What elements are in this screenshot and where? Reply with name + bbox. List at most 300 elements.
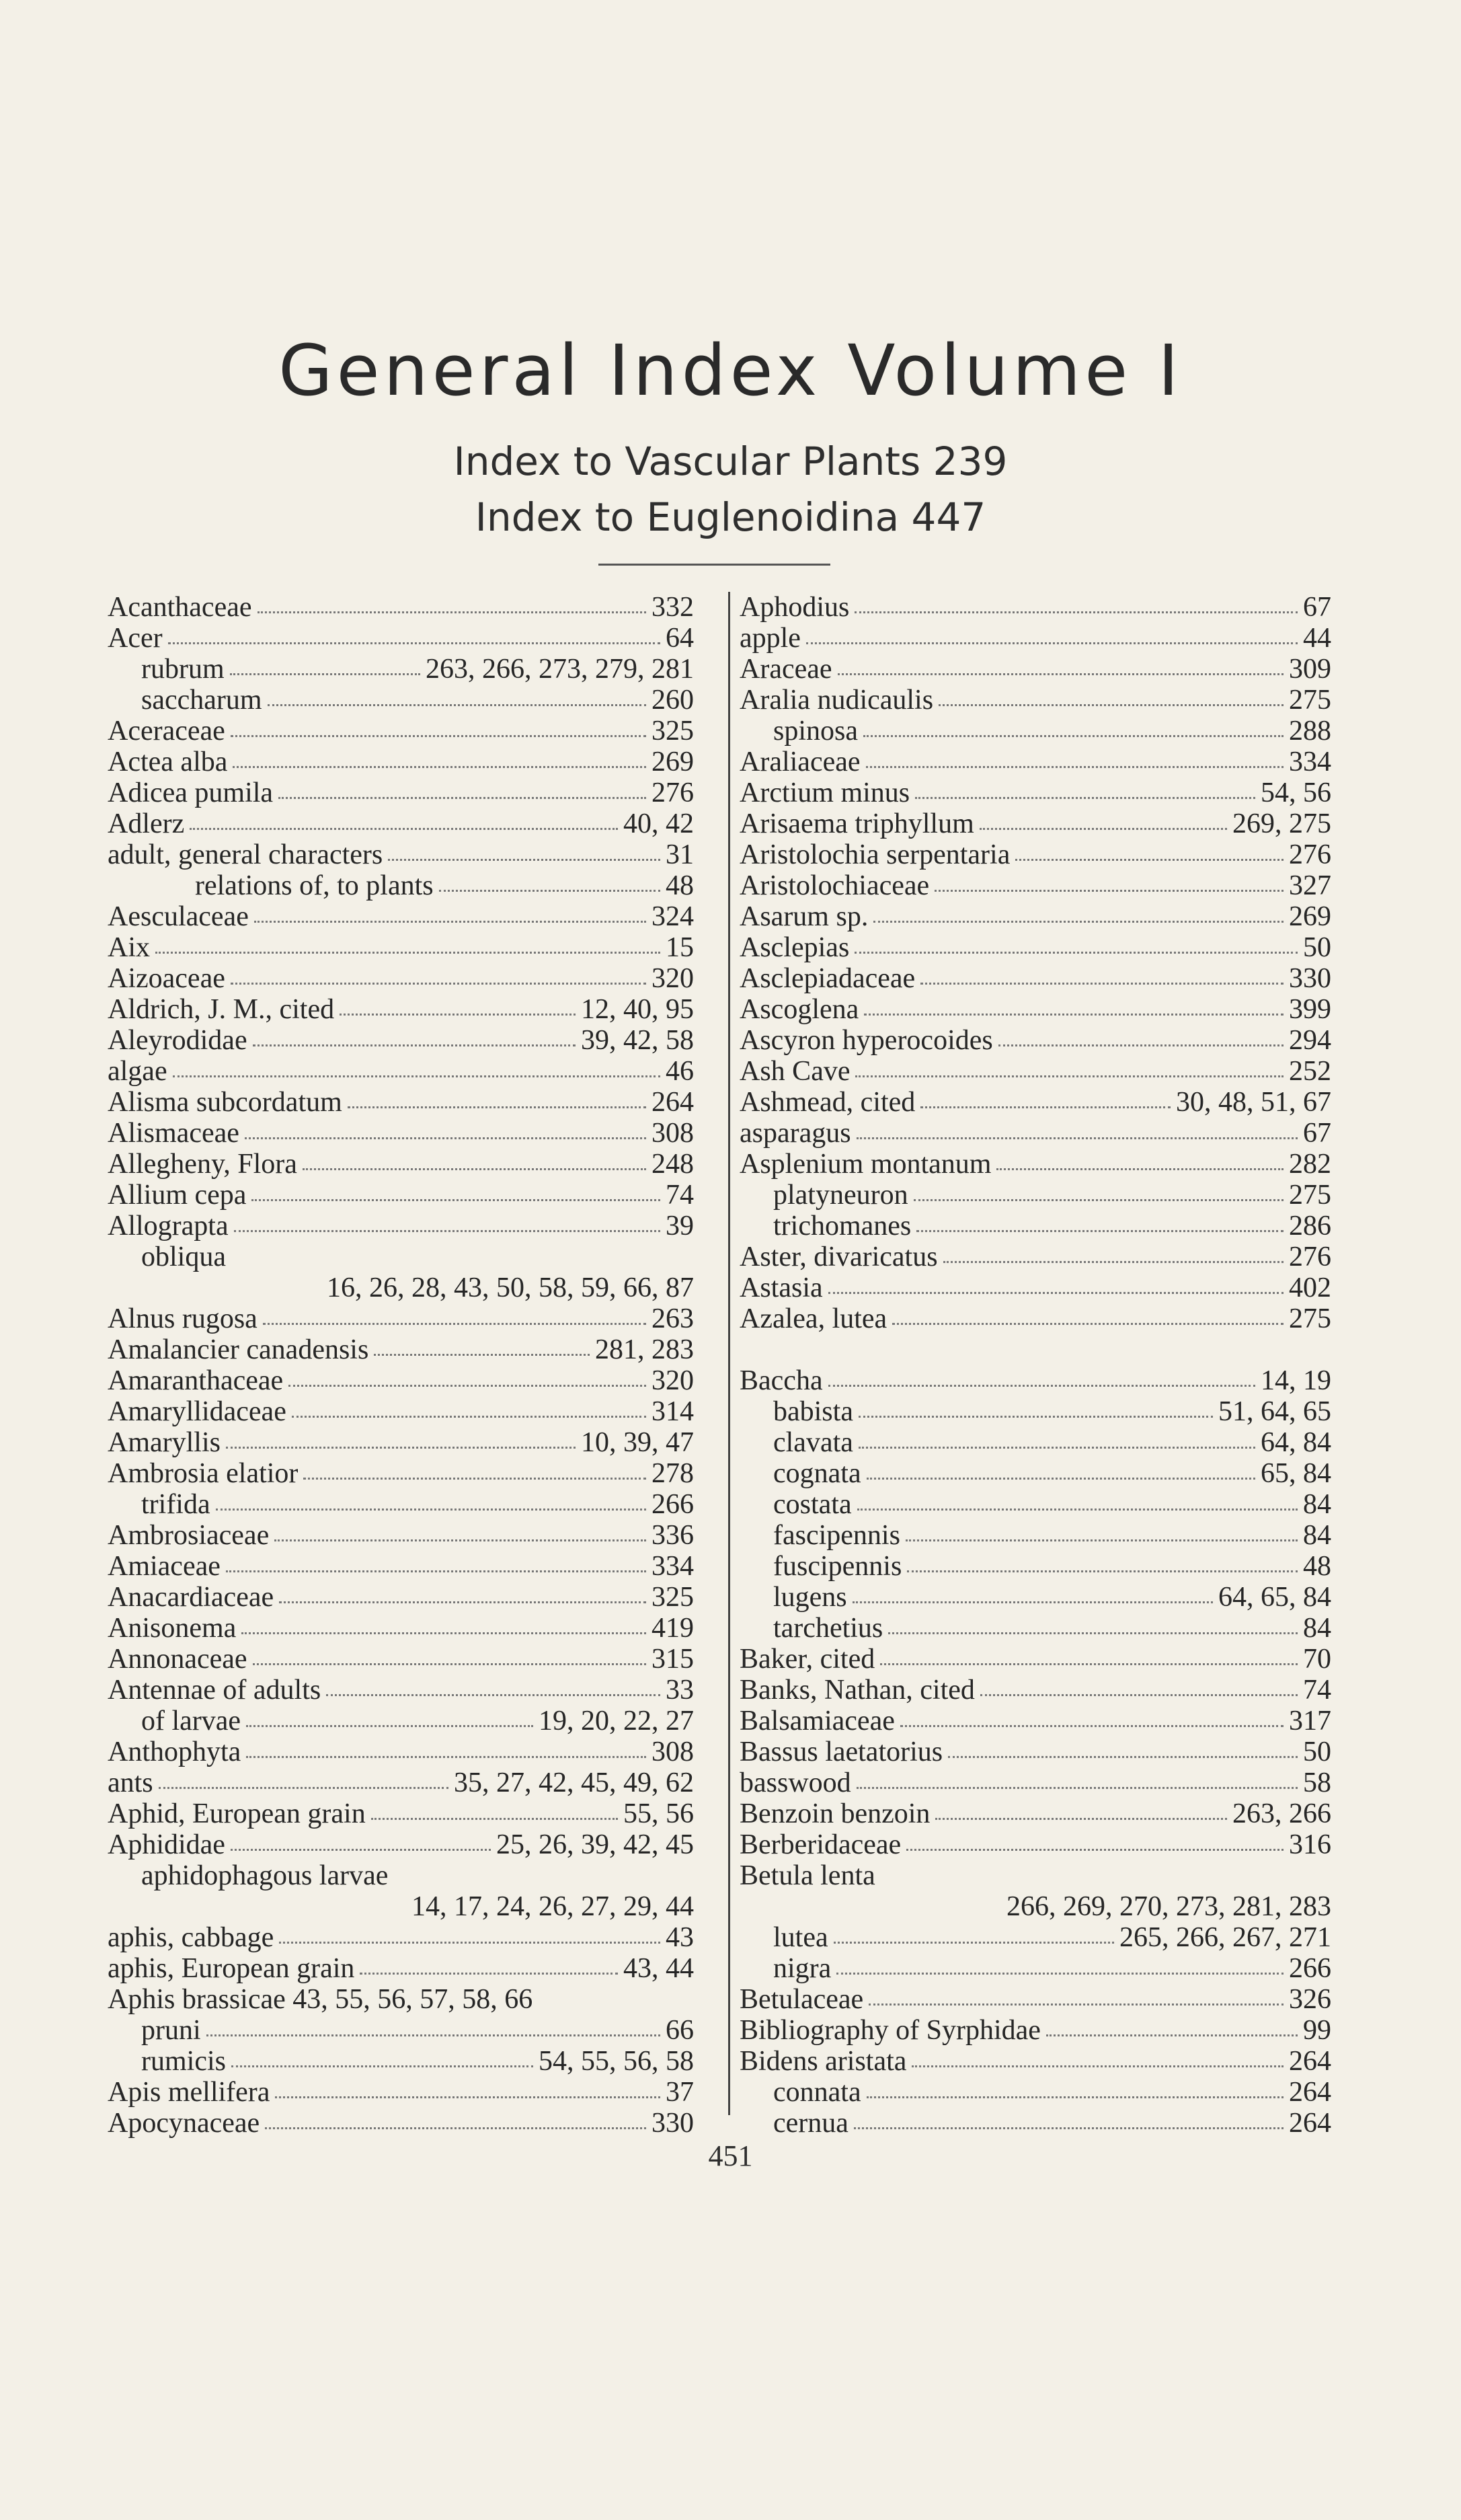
dot-leader [326, 1687, 660, 1696]
entry-term: Aphis brassicae 43, 55, 56, 57, 58, 66 [108, 1984, 533, 2015]
index-entry [740, 1211, 1331, 1242]
dot-leader [873, 914, 1284, 923]
page-title: General Index Volume I [278, 330, 1183, 412]
entry-pages: 31 [666, 839, 694, 870]
dot-leader [241, 1626, 646, 1634]
entry-term: rubrum [141, 654, 225, 685]
index-column-right [740, 592, 1331, 2139]
entry-pages: 39 [666, 1211, 694, 1242]
index-entry [108, 2108, 694, 2139]
entry-term: cognata [773, 1458, 861, 1489]
entry-term: costata [773, 1489, 852, 1520]
dot-leader [888, 1626, 1298, 1634]
index-entry [108, 1149, 694, 1180]
index-entry [108, 1087, 694, 1118]
dot-leader [935, 1811, 1227, 1820]
entry-pages: 15 [666, 932, 694, 963]
dot-leader [279, 1935, 660, 1944]
index-entry [108, 2015, 694, 2046]
entry-term: rumicis [141, 2046, 226, 2077]
index-entry [740, 1953, 1331, 1984]
entry-term: cernua [773, 2108, 848, 2139]
entry-term: ants [108, 1767, 153, 1798]
index-entry [108, 716, 694, 747]
dot-leader [374, 1347, 590, 1356]
entry-pages: 264 [1289, 2077, 1331, 2108]
entry-pages: 66 [666, 2015, 694, 2046]
index-entry [740, 870, 1331, 901]
dot-leader [231, 2059, 533, 2067]
index-entry [740, 654, 1331, 685]
index-entry [740, 1180, 1331, 1211]
index-entry [740, 2046, 1331, 2077]
index-entry [740, 808, 1331, 839]
index-entry [108, 1891, 694, 1922]
dot-leader [263, 1316, 646, 1325]
index-entry [108, 1736, 694, 1767]
entry-pages: 325 [651, 716, 694, 747]
index-entry [740, 747, 1331, 777]
entry-pages: 67 [1303, 592, 1331, 623]
index-entry [740, 1644, 1331, 1675]
dot-leader [275, 2090, 660, 2098]
entry-term: Amaryllis [108, 1427, 221, 1458]
dot-leader [864, 1007, 1284, 1016]
index-entry [108, 1798, 694, 1829]
index-entry [108, 685, 694, 716]
index-entry [740, 2077, 1331, 2108]
index-entry [108, 1242, 694, 1272]
entry-pages: 264 [1289, 2046, 1331, 2077]
entry-pages: 316 [1289, 1829, 1331, 1860]
dot-leader [998, 1038, 1284, 1046]
dot-leader [253, 1038, 576, 1046]
entry-term: adult, general characters [108, 839, 383, 870]
entry-pages: 320 [651, 1365, 694, 1396]
entry-pages: 46 [666, 1056, 694, 1087]
index-entry [740, 2015, 1331, 2046]
entry-pages: 275 [1289, 1180, 1331, 1211]
entry-term: Apis mellifera [108, 2077, 270, 2108]
index-entry [108, 654, 694, 685]
entry-pages: 264 [651, 1087, 694, 1118]
dot-leader [233, 759, 646, 768]
index-entry [740, 1551, 1331, 1582]
dot-leader [340, 1007, 576, 1016]
entry-term: Astasia [740, 1272, 823, 1303]
entry-pages: 252 [1289, 1056, 1331, 1087]
entry-term: Ashmead, cited [740, 1087, 916, 1118]
index-entry [740, 1675, 1331, 1706]
dot-leader [226, 1564, 646, 1572]
entry-term: Aesculaceae [108, 901, 249, 932]
dot-leader [906, 1533, 1298, 1541]
index-entry [740, 592, 1331, 623]
entry-pages: 48 [1303, 1551, 1331, 1582]
index-entry [740, 1613, 1331, 1644]
entry-pages: 65, 84 [1261, 1458, 1331, 1489]
index-entry [740, 716, 1331, 747]
entry-term: aphis, cabbage [108, 1922, 274, 1953]
entry-pages: 40, 42 [623, 808, 694, 839]
dot-leader [855, 1069, 1284, 1077]
index-entry [108, 1303, 694, 1334]
index-entry [740, 777, 1331, 808]
index-entry [740, 1458, 1331, 1489]
subtitle-vascular-plants: Index to Vascular Plants 239 [453, 438, 1008, 484]
dot-leader [159, 1780, 448, 1789]
entry-pages: 320 [651, 963, 694, 994]
entry-term: Annonaceae [108, 1644, 247, 1675]
index-entry [108, 1365, 694, 1396]
index-entry [740, 1303, 1331, 1334]
entry-term: Actea alba [108, 747, 228, 777]
index-entry [740, 1706, 1331, 1736]
index-entry [108, 1706, 694, 1736]
dot-leader [863, 728, 1284, 737]
entry-pages: 74 [666, 1180, 694, 1211]
entry-term: babista [773, 1396, 853, 1427]
dot-leader [836, 1966, 1284, 1975]
index-entry [108, 932, 694, 963]
index-entry [108, 1056, 694, 1087]
entry-term: Azalea, lutea [740, 1303, 887, 1334]
dot-leader [371, 1811, 618, 1820]
index-entry [740, 1087, 1331, 1118]
entry-pages: 309 [1289, 654, 1331, 685]
entry-term: Anisonema [108, 1613, 237, 1644]
entry-pages: 248 [651, 1149, 694, 1180]
entry-term: aphidophagous larvae [141, 1860, 389, 1891]
entry-term: Betulaceae [740, 1984, 864, 2015]
entry-pages: 282 [1289, 1149, 1331, 1180]
dot-leader [906, 1842, 1284, 1851]
dot-leader [226, 1440, 576, 1449]
page-number: 451 [708, 2139, 753, 2172]
entry-term: Alnus rugosa [108, 1303, 258, 1334]
entry-term: Amaranthaceae [108, 1365, 284, 1396]
entry-term: Allium cepa [108, 1180, 247, 1211]
index-entry [740, 1118, 1331, 1149]
subtitle-euglenoidina: Index to Euglenoidina 447 [475, 494, 986, 540]
entry-term: Aldrich, J. M., cited [108, 994, 335, 1025]
index-entry [108, 1613, 694, 1644]
entry-pages: 402 [1289, 1272, 1331, 1303]
index-entry [740, 685, 1331, 716]
index-entry [108, 994, 694, 1025]
dot-leader [538, 1999, 688, 2006]
entry-pages: 281, 283 [595, 1334, 694, 1365]
index-entry [108, 963, 694, 994]
entry-pages: 16, 26, 28, 43, 50, 58, 59, 66, 87 [327, 1272, 694, 1303]
index-entry [740, 1396, 1331, 1427]
dot-leader [173, 1069, 660, 1077]
entry-pages: 419 [651, 1613, 694, 1644]
entry-term: trichomanes [773, 1211, 912, 1242]
entry-pages: 275 [1289, 685, 1331, 716]
dot-leader [253, 1656, 646, 1665]
entry-pages: 314 [651, 1396, 694, 1427]
dot-leader [258, 605, 647, 613]
entry-pages: 30, 48, 51, 67 [1176, 1087, 1331, 1118]
index-entry [108, 870, 694, 901]
dot-leader [274, 1533, 646, 1541]
dot-leader [388, 852, 660, 861]
dot-leader [828, 1285, 1284, 1294]
dot-leader [278, 790, 646, 799]
index-entry [740, 1860, 1331, 1891]
entry-term: Asplenium montanum [740, 1149, 992, 1180]
entry-pages: 33 [666, 1675, 694, 1706]
index-entry [108, 1118, 694, 1149]
index-entry [108, 1025, 694, 1056]
index-entry [740, 963, 1331, 994]
index-entry [108, 1334, 694, 1365]
dot-leader [857, 1780, 1298, 1789]
dot-leader [912, 2059, 1284, 2067]
dot-leader [279, 1595, 646, 1603]
entry-pages: 315 [651, 1644, 694, 1675]
entry-term: Araceae [740, 654, 832, 685]
dot-leader [246, 1749, 646, 1758]
index-entry [740, 839, 1331, 870]
index-entry [108, 2077, 694, 2108]
entry-term: Aristolochia serpentaria [740, 839, 1011, 870]
entry-term: asparagus [740, 1118, 851, 1149]
entry-pages: 275 [1289, 1303, 1331, 1334]
entry-term: Betula lenta [740, 1860, 875, 1891]
dot-leader [854, 2121, 1284, 2129]
entry-term: pruni [141, 2015, 201, 2046]
dot-leader [892, 1316, 1284, 1325]
index-entry [108, 839, 694, 870]
dot-leader [855, 605, 1298, 613]
entry-term: Balsamiaceae [740, 1706, 895, 1736]
index-entry [108, 1860, 694, 1891]
entry-pages: 276 [651, 777, 694, 808]
index-entry [740, 901, 1331, 932]
entry-term: Bidens aristata [740, 2046, 907, 2077]
entry-pages: 399 [1289, 994, 1331, 1025]
dot-leader [900, 1718, 1284, 1727]
index-entry [108, 1180, 694, 1211]
entry-pages: 67 [1303, 1118, 1331, 1149]
column-divider [728, 592, 730, 2115]
entry-term: Anacardiaceae [108, 1582, 274, 1613]
entry-pages: 330 [651, 2108, 694, 2139]
entry-term: Arisaema triphyllum [740, 808, 974, 839]
entry-pages: 43, 44 [623, 1953, 694, 1984]
dot-leader [288, 1378, 646, 1387]
dot-leader [155, 945, 660, 954]
entry-pages: 325 [651, 1582, 694, 1613]
entry-term: Bibliography of Syrphidae [740, 2015, 1041, 2046]
entry-term: Aphididae [108, 1829, 225, 1860]
dot-leader [348, 1100, 646, 1108]
dot-leader [867, 2090, 1284, 2098]
entry-term: Bassus laetatorius [740, 1736, 943, 1767]
entry-term: Ash Cave [740, 1056, 851, 1087]
dot-leader [866, 759, 1284, 768]
dot-leader [1046, 2028, 1298, 2036]
entry-pages: 269, 275 [1232, 808, 1331, 839]
index-entry [108, 901, 694, 932]
entry-pages: 43 [666, 1922, 694, 1953]
index-entry [108, 1396, 694, 1427]
dot-leader [838, 666, 1284, 675]
dot-leader [939, 697, 1284, 706]
index-entry [108, 1272, 694, 1303]
index-entry [108, 808, 694, 839]
entry-term: trifida [141, 1489, 210, 1520]
index-entry [108, 1644, 694, 1675]
entry-pages: 74 [1303, 1675, 1331, 1706]
entry-term: Acer [108, 623, 163, 654]
entry-pages: 276 [1289, 1242, 1331, 1272]
entry-pages: 334 [1289, 747, 1331, 777]
index-entry [740, 1025, 1331, 1056]
index-group-gap [740, 1334, 1331, 1365]
entry-pages: 50 [1303, 932, 1331, 963]
entry-pages: 99 [1303, 2015, 1331, 2046]
index-entry [740, 1427, 1331, 1458]
dot-leader [914, 1192, 1284, 1201]
entry-term: algae [108, 1056, 167, 1087]
entry-term: platyneuron [773, 1180, 908, 1211]
entry-pages: 35, 27, 42, 45, 49, 62 [454, 1767, 694, 1798]
entry-term: relations of, to plants [195, 870, 434, 901]
entry-term: Benzoin benzoin [740, 1798, 931, 1829]
index-entry [108, 1829, 694, 1860]
index-entry [740, 1829, 1331, 1860]
dot-leader [168, 636, 660, 644]
dot-leader [246, 1718, 533, 1727]
index-entry [108, 592, 694, 623]
index-entry [740, 1489, 1331, 1520]
dot-leader [231, 1256, 688, 1263]
index-entry [740, 1767, 1331, 1798]
entry-term: tarchetius [773, 1613, 883, 1644]
index-entry [740, 1891, 1331, 1922]
dot-leader [859, 1440, 1255, 1449]
entry-pages: 51, 64, 65 [1218, 1396, 1331, 1427]
entry-term: Asarum sp. [740, 901, 869, 932]
entry-term: Aphodius [740, 592, 850, 623]
entry-term: Amaryllidaceae [108, 1396, 286, 1427]
entry-pages: 327 [1289, 870, 1331, 901]
index-entry [108, 1675, 694, 1706]
dot-leader [980, 1687, 1298, 1696]
index-entry [108, 1520, 694, 1551]
entry-pages: 12, 40, 95 [581, 994, 694, 1025]
entry-term: Aster, divaricatus [740, 1242, 938, 1272]
dot-leader [393, 1875, 688, 1882]
entry-pages: 14, 17, 24, 26, 27, 29, 44 [411, 1891, 694, 1922]
dot-leader [943, 1254, 1284, 1263]
entry-pages: 288 [1289, 716, 1331, 747]
entry-pages: 336 [651, 1520, 694, 1551]
entry-pages: 263, 266, 273, 279, 281 [426, 654, 694, 685]
dot-leader [881, 1875, 1326, 1882]
dot-leader [857, 1502, 1298, 1511]
index-entry [740, 1736, 1331, 1767]
dot-leader [880, 1656, 1298, 1665]
index-entry [108, 1489, 694, 1520]
dot-leader [828, 1378, 1255, 1387]
index-entry [108, 2046, 694, 2077]
index-entry [740, 994, 1331, 1025]
entry-pages: 48 [666, 870, 694, 901]
entry-pages: 64 [666, 623, 694, 654]
entry-term: Aristolochiaceae [740, 870, 930, 901]
dot-leader [855, 945, 1298, 954]
entry-term: Aceraceae [108, 716, 225, 747]
entry-term: connata [773, 2077, 861, 2108]
entry-term: Antennae of adults [108, 1675, 321, 1706]
dot-leader [268, 697, 646, 706]
dot-leader [916, 1223, 1284, 1232]
dot-leader [216, 1502, 646, 1511]
index-entry [108, 1551, 694, 1582]
dot-leader [231, 728, 646, 737]
entry-term: Aleyrodidae [108, 1025, 247, 1056]
index-entry [108, 1984, 694, 2015]
entry-pages: 70 [1303, 1644, 1331, 1675]
entry-pages: 25, 26, 39, 42, 45 [496, 1829, 694, 1860]
dot-leader [231, 976, 646, 985]
entry-pages: 308 [651, 1118, 694, 1149]
entry-term: Aralia nudicaulis [740, 685, 934, 716]
entry-term: apple [740, 623, 801, 654]
dot-leader [834, 1935, 1114, 1944]
entry-term: Asclepias [740, 932, 850, 963]
entry-pages: 286 [1289, 1211, 1331, 1242]
index-entry [740, 1365, 1331, 1396]
dot-leader [915, 790, 1255, 799]
entry-term: Berberidaceae [740, 1829, 902, 1860]
entry-pages: 64, 84 [1261, 1427, 1331, 1458]
index-entry [740, 1242, 1331, 1272]
entry-pages: 266 [651, 1489, 694, 1520]
index-entry [108, 1582, 694, 1613]
entry-term: of larvae [141, 1706, 241, 1736]
entry-pages: 263 [651, 1303, 694, 1334]
entry-term: Baccha [740, 1365, 823, 1396]
entry-pages: 265, 266, 267, 271 [1119, 1922, 1331, 1953]
index-entry [740, 2108, 1331, 2139]
dot-leader [806, 636, 1298, 644]
entry-term: Arctium minus [740, 777, 910, 808]
entry-pages: 84 [1303, 1520, 1331, 1551]
entry-pages: 54, 56 [1261, 777, 1331, 808]
entry-pages: 14, 19 [1261, 1365, 1331, 1396]
entry-term: Allegheny, Flora [108, 1149, 297, 1180]
entry-term: Amalancier canadensis [108, 1334, 369, 1365]
entry-term: Apocynaceae [108, 2108, 260, 2139]
title-rule [598, 564, 830, 566]
index-entry [108, 623, 694, 654]
entry-pages: 39, 42, 58 [581, 1025, 694, 1056]
dot-leader [251, 1192, 660, 1201]
entry-pages: 332 [651, 592, 694, 623]
dot-leader [265, 2121, 646, 2129]
dot-leader [859, 1409, 1213, 1418]
entry-term: Amiaceae [108, 1551, 221, 1582]
entry-term: Adicea pumila [108, 777, 274, 808]
dot-leader [869, 1997, 1284, 2006]
entry-pages: 266 [1289, 1953, 1331, 1984]
dot-leader [230, 666, 420, 675]
